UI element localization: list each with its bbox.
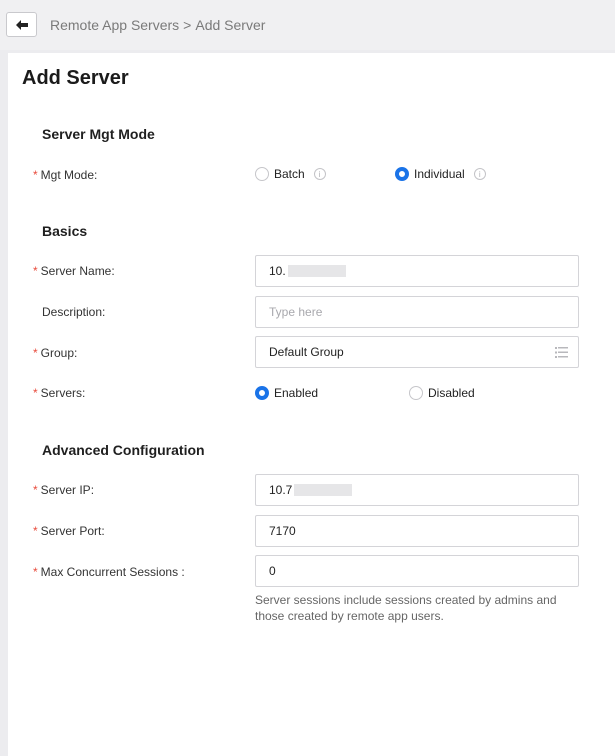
page-title: Add Server xyxy=(22,67,129,89)
breadcrumb-parent-link[interactable]: Remote App Servers xyxy=(50,17,180,33)
radio-individual[interactable] xyxy=(395,167,486,181)
section-title-advanced: Advanced Configuration xyxy=(42,442,205,458)
group-value: Default Group xyxy=(269,345,344,359)
group-select[interactable] xyxy=(255,336,579,368)
list-icon[interactable] xyxy=(555,347,568,358)
radio-disabled-circle[interactable] xyxy=(409,386,423,400)
radio-enabled-circle[interactable] xyxy=(255,386,269,400)
breadcrumb-current: Add Server xyxy=(195,17,266,33)
arrow-left-icon xyxy=(15,19,29,31)
radio-enabled-label: Enabled xyxy=(274,386,319,400)
radio-disabled[interactable] xyxy=(409,386,475,400)
breadcrumb-separator: > xyxy=(183,17,192,33)
server-port-label: * Server Port: xyxy=(33,524,105,538)
radio-disabled-label: Disabled xyxy=(428,386,475,400)
server-port-input[interactable] xyxy=(255,515,579,547)
radio-batch-label: Batch xyxy=(274,167,305,181)
server-ip-value: 10.7 xyxy=(269,483,293,497)
radio-individual-label: Individual xyxy=(414,167,465,181)
server-ip-label: * Server IP: xyxy=(33,483,95,497)
section-title-basics: Basics xyxy=(42,223,88,239)
server-ip-input[interactable] xyxy=(255,474,579,506)
redacted-mask xyxy=(288,265,346,277)
info-icon[interactable]: i xyxy=(474,168,486,180)
max-sessions-input[interactable] xyxy=(255,555,579,587)
server-name-label: * Server Name: xyxy=(33,264,115,278)
back-button[interactable] xyxy=(6,12,37,37)
redacted-mask xyxy=(294,484,352,496)
description-label: Description: xyxy=(42,305,106,319)
max-sessions-value: 0 xyxy=(269,564,276,578)
sessions-hint: Server sessions include sessions created by admins and those created by remote app users. xyxy=(255,593,557,623)
server-name-input[interactable] xyxy=(255,255,579,287)
mgt-mode-label: * Mgt Mode: xyxy=(33,168,98,182)
radio-batch-circle[interactable] xyxy=(255,167,269,181)
breadcrumb xyxy=(50,17,265,33)
top-bar xyxy=(0,0,615,50)
max-sessions-label: * Max Concurrent Sessions : xyxy=(33,565,185,579)
description-input[interactable] xyxy=(255,296,579,328)
radio-individual-circle[interactable] xyxy=(395,167,409,181)
server-name-value: 10. xyxy=(269,264,286,278)
radio-enabled[interactable] xyxy=(255,386,318,400)
description-placeholder: Type here xyxy=(269,305,323,319)
section-title-mgt: Server Mgt Mode xyxy=(42,126,155,142)
info-icon[interactable]: i xyxy=(314,168,326,180)
server-port-value: 7170 xyxy=(269,524,296,538)
required-marker: * xyxy=(33,168,38,182)
group-label: * Group: xyxy=(33,346,78,360)
form-panel xyxy=(8,53,615,756)
radio-batch[interactable] xyxy=(255,167,326,181)
servers-label: * Servers: xyxy=(33,386,86,400)
